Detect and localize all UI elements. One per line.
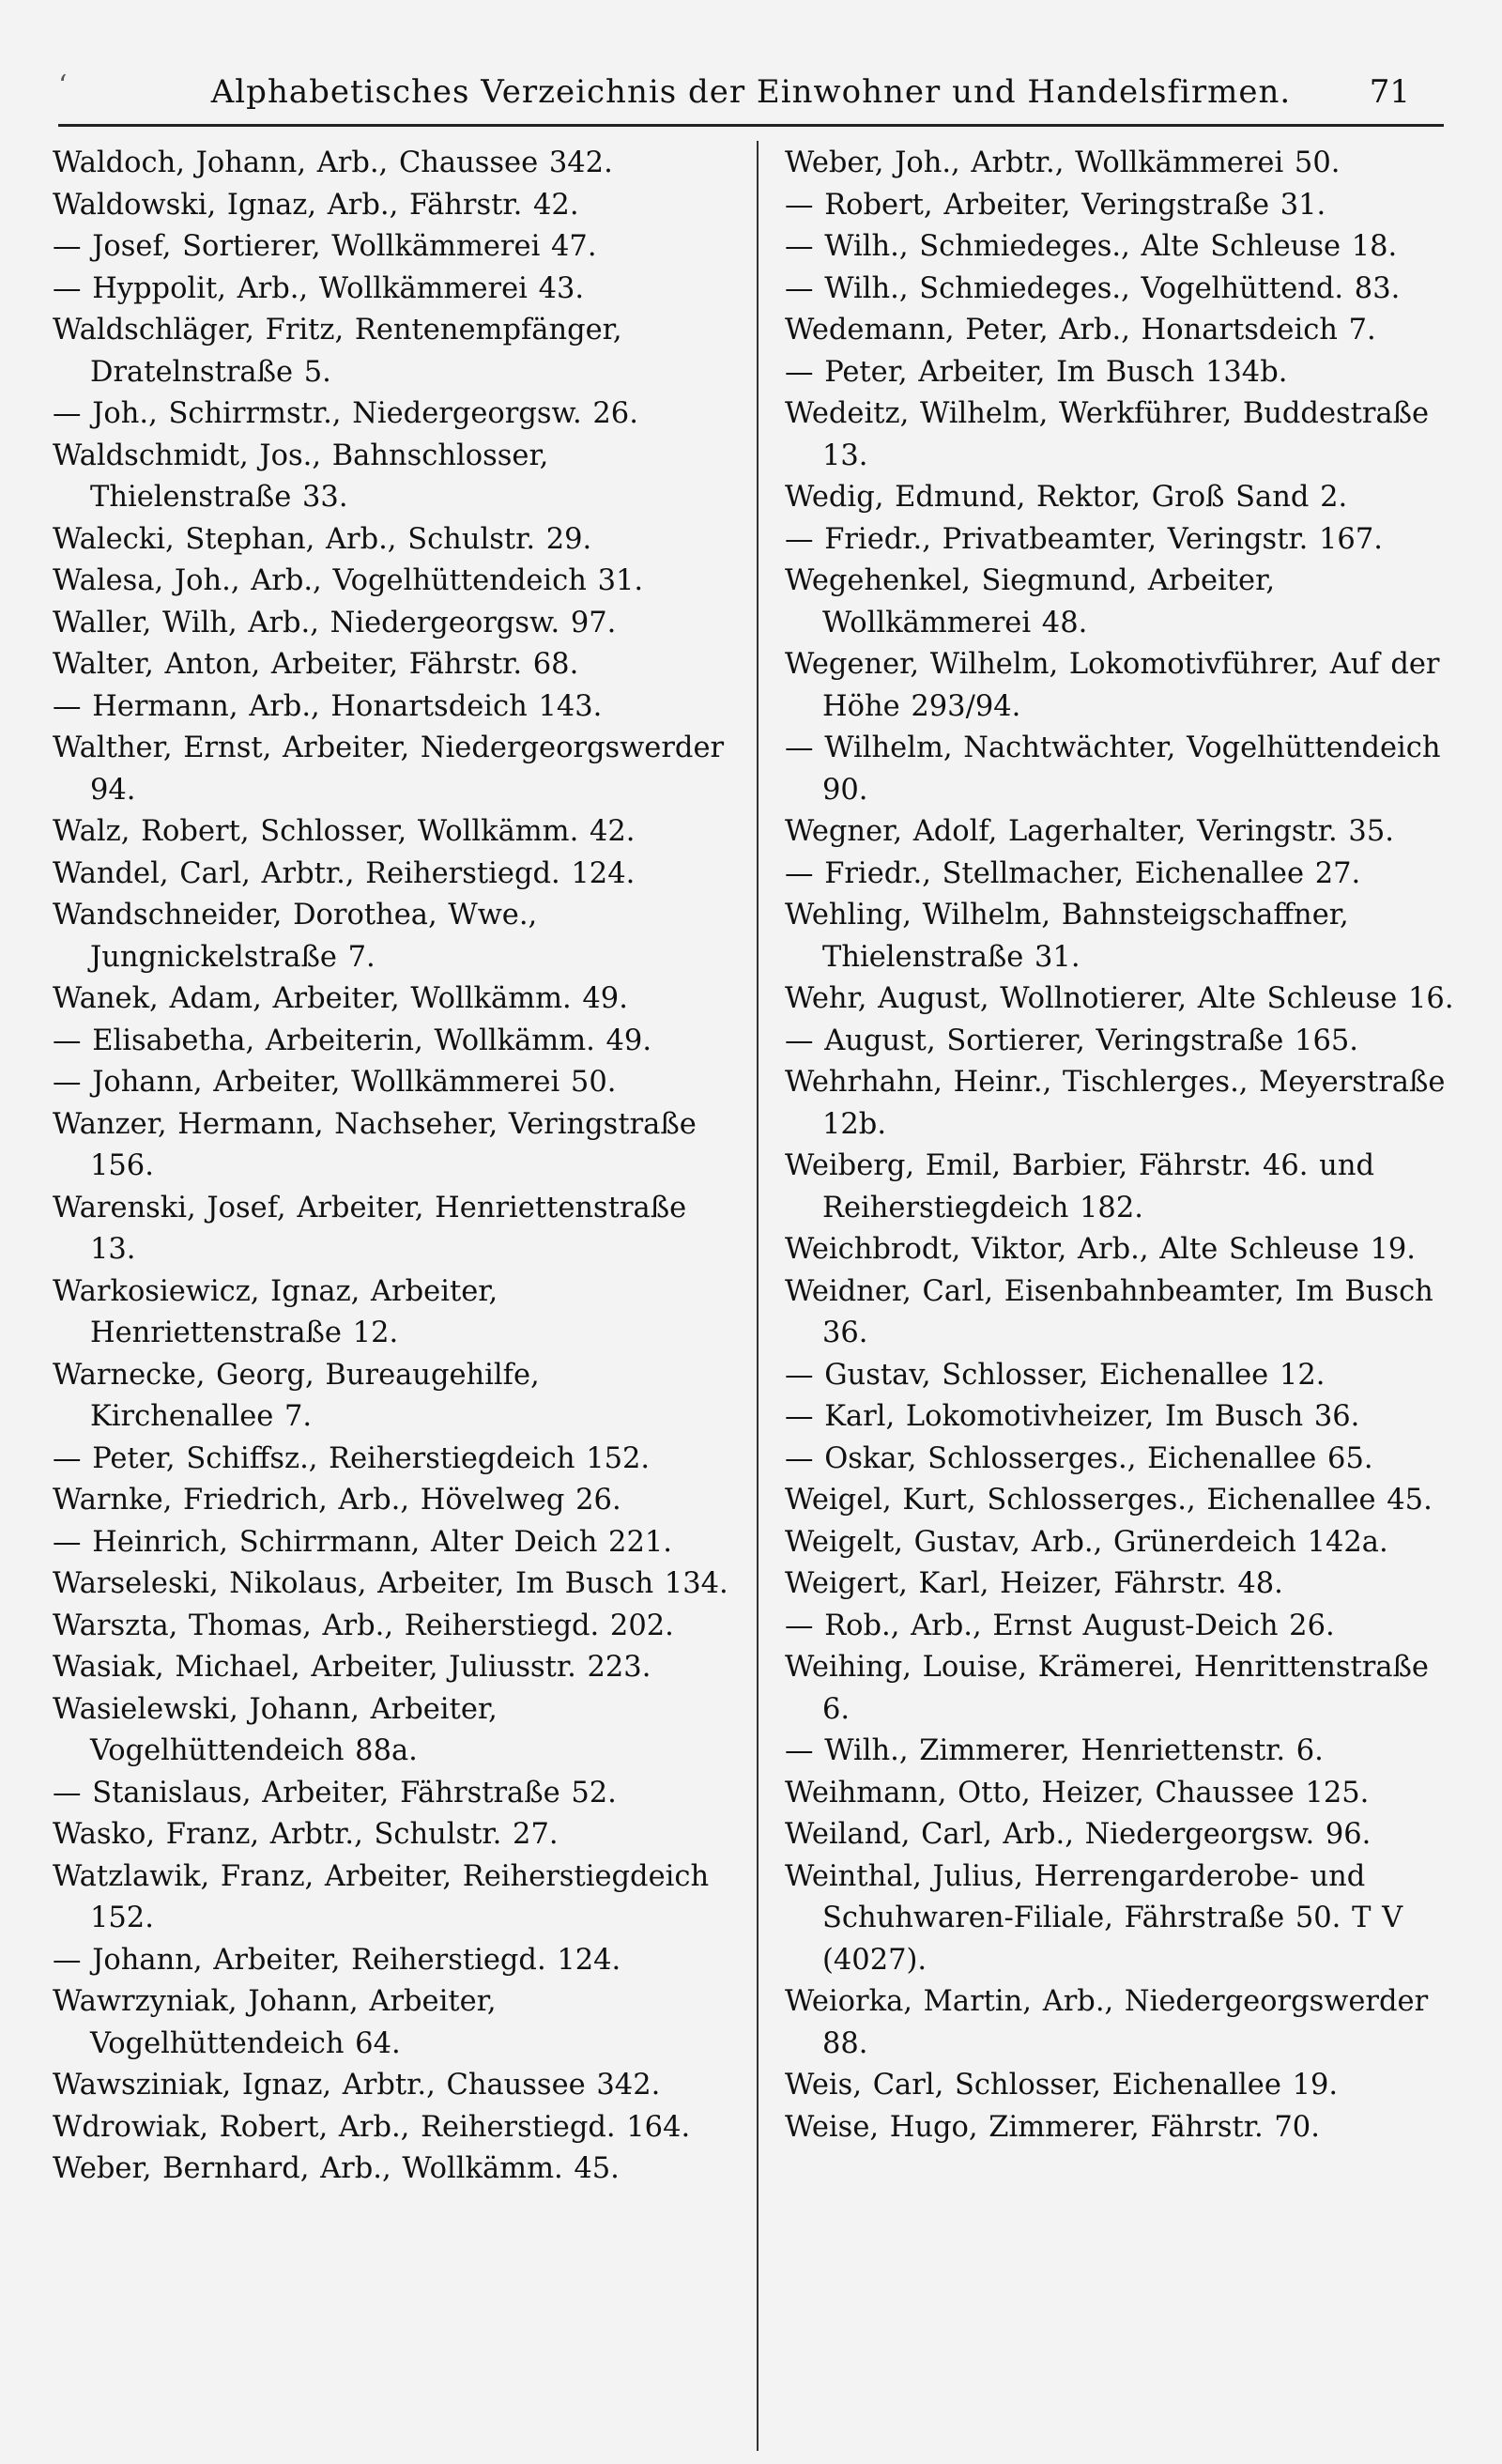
directory-entry: Warszta, Thomas, Arb., Reiherstiegd. 202. (53, 1609, 674, 1642)
directory-entry: — Hyppolit, Arb., Wollkämmerei 43. (53, 271, 585, 305)
directory-entry: Wegener, Wilhelm, Lokomotivführer, Auf der Höhe 293/94. (785, 648, 1440, 723)
directory-entry: Weihmann, Otto, Heizer, Chaussee 125. (785, 1776, 1370, 1810)
directory-entry: — Wilh., Zimmerer, Henriettenstr. 6. (785, 1734, 1324, 1767)
directory-entry: Waldoch, Johann, Arb., Chaussee 342. (53, 146, 613, 179)
directory-entry: Wehr, August, Wollnotierer, Alte Schleuse 16. (785, 982, 1454, 1015)
directory-entry: — Peter, Arbeiter, Im Busch 134b. (785, 355, 1288, 389)
directory-entry: Wedig, Edmund, Rektor, Groß Sand 2. (785, 481, 1348, 514)
directory-entry: — August, Sortierer, Veringstraße 165. (785, 1024, 1358, 1057)
directory-entry: Wanek, Adam, Arbeiter, Wollkämm. 49. (53, 982, 628, 1015)
directory-entry: Weiorka, Martin, Arb., Niedergeorgswerder 88. (785, 1985, 1429, 2060)
directory-entry: Wawrzyniak, Johann, Arbeiter, Vogelhüttendeich 64. (53, 1985, 497, 2060)
directory-entry: Watzlawik, Franz, Arbeiter, Reiherstiegdeich 152. (53, 1859, 710, 1934)
directory-entry: Waldschläger, Fritz, Rentenempfänger, Dratelnstraße 5. (53, 314, 622, 389)
directory-entry: Wanzer, Hermann, Nachseher, Veringstraße 156. (53, 1107, 697, 1182)
directory-entry: — Johann, Arbeiter, Wollkämmerei 50. (53, 1066, 617, 1099)
directory-entry: — Josef, Sortierer, Wollkämmerei 47. (53, 230, 597, 263)
directory-entry: Weise, Hugo, Zimmerer, Fährstr. 70. (785, 2110, 1320, 2144)
directory-entry: Weigel, Kurt, Schlosserges., Eichenallee 45. (785, 1484, 1433, 1517)
right-column (785, 143, 1464, 2434)
directory-entry: — Friedr., Stellmacher, Eichenallee 27. (785, 856, 1361, 890)
directory-entry: Weigert, Karl, Heizer, Fährstr. 48. (785, 1567, 1283, 1600)
directory-entry: Weinthal, Julius, Herrengarderobe- und Schuhwaren-Filiale, Fährstraße 50. T V (4027). (785, 1859, 1403, 1977)
page-header (58, 66, 1444, 122)
directory-entry: Waldowski, Ignaz, Arb., Fährstr. 42. (53, 188, 579, 222)
directory-entry: — Karl, Lokomotivheizer, Im Busch 36. (785, 1400, 1360, 1433)
directory-entry: Warkosiewicz, Ignaz, Arbeiter, Henriettenstraße 12. (53, 1274, 498, 1349)
directory-entry: Walter, Anton, Arbeiter, Fährstr. 68. (53, 648, 579, 681)
directory-entry: Wasiak, Michael, Arbeiter, Juliusstr. 223. (53, 1651, 651, 1684)
header-rule (58, 124, 1444, 127)
directory-entry: — Rob., Arb., Ernst August-Deich 26. (785, 1609, 1335, 1642)
column-divider (757, 141, 759, 2451)
directory-entry: Wasielewski, Johann, Arbeiter, Vogelhüttendeich 88a. (53, 1692, 498, 1767)
directory-entry: — Joh., Schirrmstr., Niedergeorgsw. 26. (53, 397, 638, 430)
directory-entry: Weber, Joh., Arbtr., Wollkämmerei 50. (785, 146, 1341, 179)
directory-entry: — Gustav, Schlosser, Eichenallee 12. (785, 1358, 1326, 1392)
directory-entry: Wedeitz, Wilhelm, Werkführer, Buddestraße 13. (785, 397, 1430, 472)
directory-entry: — Johann, Arbeiter, Reiherstiegd. 124. (53, 1943, 621, 1977)
directory-entry: Weidner, Carl, Eisenbahnbeamter, Im Busch 36. (785, 1274, 1433, 1349)
corner-mark: ‘ (58, 69, 68, 102)
directory-entry: Walesa, Joh., Arb., Vogelhüttendeich 31. (53, 564, 644, 597)
directory-entry: Wehrhahn, Heinr., Tischlerges., Meyerstraße 12b. (785, 1066, 1446, 1141)
directory-entry: Warenski, Josef, Arbeiter, Henriettenstraße 13. (53, 1191, 687, 1266)
directory-entry: Wegehenkel, Siegmund, Arbeiter, Wollkämmerei 48. (785, 564, 1276, 639)
directory-entry: — Friedr., Privatbeamter, Veringstr. 167. (785, 522, 1383, 556)
directory-entry: — Hermann, Arb., Honartsdeich 143. (53, 689, 603, 723)
directory-entry: Warnecke, Georg, Bureaugehilfe, Kirchenallee 7. (53, 1358, 540, 1433)
directory-entry: — Wilh., Schmiedeges., Vogelhüttend. 83. (785, 271, 1401, 305)
directory-entry: Wegner, Adolf, Lagerhalter, Veringstr. 35. (785, 815, 1394, 848)
running-title: Alphabetisches Verzeichnis der Einwohner und Handelsfirmen. (210, 73, 1292, 111)
directory-entry: Wandel, Carl, Arbtr., Reiherstiegd. 124. (53, 856, 636, 890)
directory-entry: Weiland, Carl, Arb., Niedergeorgsw. 96. (785, 1818, 1372, 1851)
directory-entry: Weihing, Louise, Krämerei, Henrittenstraße 6. (785, 1651, 1429, 1726)
directory-entry: Warnke, Friedrich, Arb., Hövelweg 26. (53, 1484, 621, 1517)
directory-entry: — Heinrich, Schirrmann, Alter Deich 221. (53, 1525, 672, 1559)
directory-entry: — Stanislaus, Arbeiter, Fährstraße 52. (53, 1776, 617, 1810)
directory-entry: Weber, Bernhard, Arb., Wollkämm. 45. (53, 2152, 620, 2185)
directory-entry: Wehling, Wilhelm, Bahnsteigschaffner, Thielenstraße 31. (785, 899, 1349, 974)
page-number: 71 (1369, 73, 1410, 111)
directory-entry: Waller, Wilh, Arb., Niedergeorgsw. 97. (53, 606, 617, 639)
directory-entry: Wedemann, Peter, Arb., Honartsdeich 7. (785, 314, 1376, 346)
directory-entry: Warseleski, Nikolaus, Arbeiter, Im Busch 134. (53, 1567, 728, 1600)
directory-entry: Weigelt, Gustav, Arb., Grünerdeich 142a. (785, 1525, 1388, 1559)
directory-entry: — Elisabetha, Arbeiterin, Wollkämm. 49. (53, 1024, 652, 1057)
directory-entry: — Robert, Arbeiter, Veringstraße 31. (785, 188, 1326, 222)
directory-entry: Walecki, Stephan, Arb., Schulstr. 29. (53, 522, 592, 556)
directory-entry: — Wilh., Schmiedeges., Alte Schleuse 18. (785, 230, 1398, 263)
directory-entry: — Peter, Schiffsz., Reiherstiegdeich 152. (53, 1441, 651, 1475)
directory-entry: — Wilhelm, Nachtwächter, Vogelhüttendeich 90. (785, 732, 1441, 807)
directory-entry: Weis, Carl, Schlosser, Eichenallee 19. (785, 2069, 1339, 2102)
directory-entry: Wasko, Franz, Arbtr., Schulstr. 27. (53, 1818, 559, 1851)
directory-entry: Weiberg, Emil, Barbier, Fährstr. 46. und Reiherstiegdeich 182. (785, 1149, 1374, 1224)
directory-entry: Wdrowiak, Robert, Arb., Reiherstiegd. 164. (53, 2110, 691, 2144)
directory-entry: Walther, Ernst, Arbeiter, Niedergeorgswerder 94. (53, 732, 725, 807)
directory-entry: Walz, Robert, Schlosser, Wollkämm. 42. (53, 815, 636, 848)
directory-entry: Weichbrodt, Viktor, Arb., Alte Schleuse 19. (785, 1233, 1416, 1266)
directory-entry: Waldschmidt, Jos., Bahnschlosser, Thielenstraße 33. (53, 439, 549, 514)
directory-entry: Wandschneider, Dorothea, Wwe., Jungnickelstraße 7. (53, 899, 538, 974)
directory-entry: — Oskar, Schlosserges., Eichenallee 65. (785, 1441, 1373, 1475)
directory-entry: Wawsziniak, Ignaz, Arbtr., Chaussee 342. (53, 2069, 661, 2102)
left-column (53, 143, 732, 2434)
